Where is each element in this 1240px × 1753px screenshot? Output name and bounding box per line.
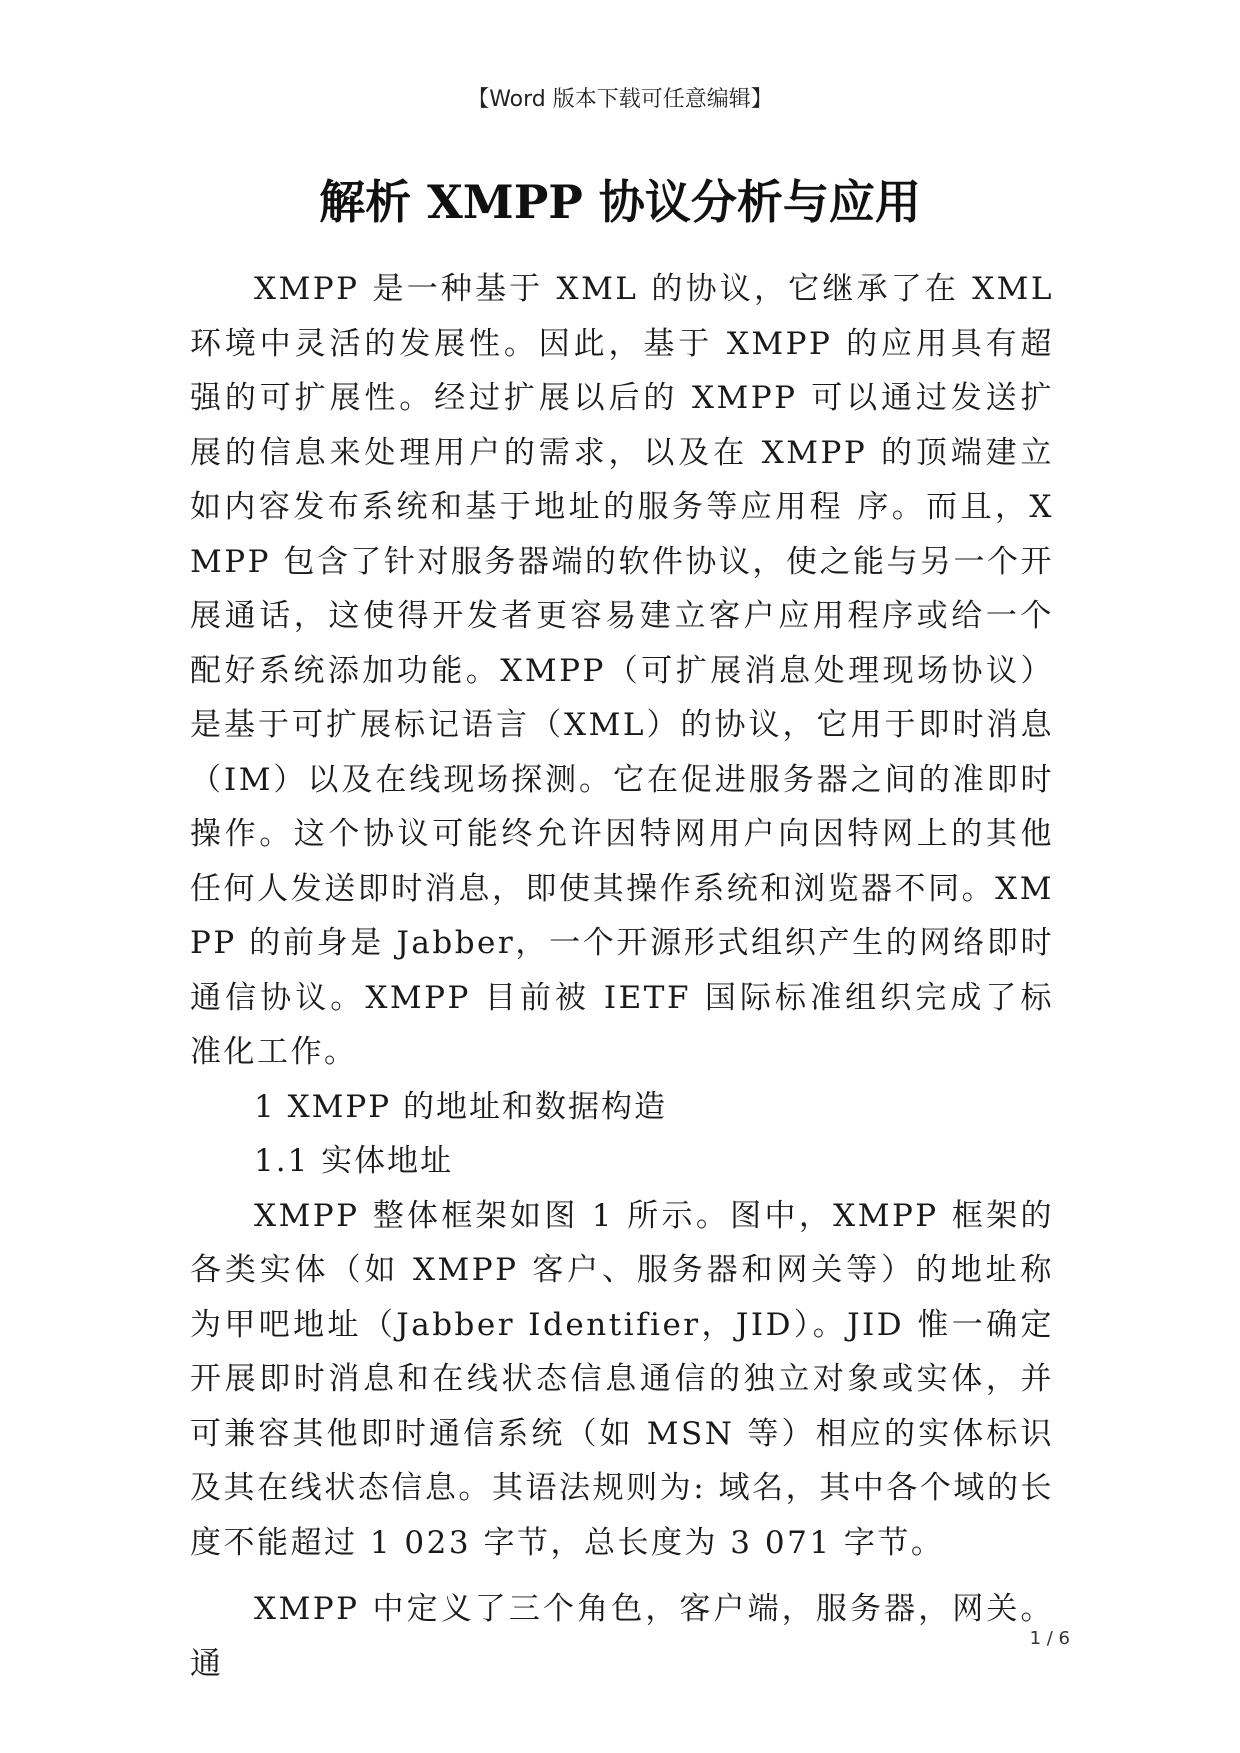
paragraph-roles: XMPP 中定义了三个角色，客户端，服务器，网关。通 <box>190 1591 1054 1682</box>
download-note: 【Word 版本下载可任意编辑】 <box>467 87 773 112</box>
page-title: 解析 XMPP 协议分析与应用 <box>319 175 921 229</box>
page-number: 1 / 6 <box>1029 1628 1070 1649</box>
section-heading: 1 XMPP 的地址和数据构造 <box>254 1088 667 1125</box>
subsection-heading: 1.1 实体地址 <box>254 1143 454 1179</box>
paragraph-entity-address: XMPP 整体框架如图 1 所示。图中，XMPP 框架的各类实体（如 XMPP 客户、服务器和网关等）的地址称为甲吧地址（Jabber Identifier，JID）。JID 惟一确定开展即时消息和在线状态信息通信的独立对象或实体，并可兼容其他即时通信系统（如 MSN 等）相应的实体标识及其在线状态信息。其语法规则为: 域名，其中各个域的长度不能超过 1 023 字节，总长度为 3 071 字节。 <box>190 1197 1054 1561</box>
paragraph-gap <box>190 1570 1054 1582</box>
document-body <box>190 262 1054 1691</box>
paragraph-intro: XMPP 是一种基于 XML 的协议，它继承了在 XML 环境中灵活的发展性。因此，基于 XMPP 的应用具有超强的可扩展性。经过扩展以后的 XMPP 可以通过发送扩展的信息来处理用户的需求，以及在 XMPP 的顶端建立如内容发布系统和基于地址的服务等应用程 序。而且，XMPP 包含了针对服务器端的软件协议，使之能与另一个开展通话，这使得开发者更容易建立客户应用程序或给一个配好系统添加功能。XMPP（可扩展消息处理现场协议）是基于可扩展标记语言（XML）的协议，它用于即时消息（IM）以及在线现场探测。它在促进服务器之间的准即时操作。这个协议可能终允许因特网用户向因特网上的其他任何人发送即时消息，即使其操作系统和浏览器不同。XMPP 的前身是 Jabber，一个开源形式组织产生的网络即时通信协议。XMPP 目前被 IETF 国际标准组织完成了标准化工作。 <box>190 271 1054 1070</box>
